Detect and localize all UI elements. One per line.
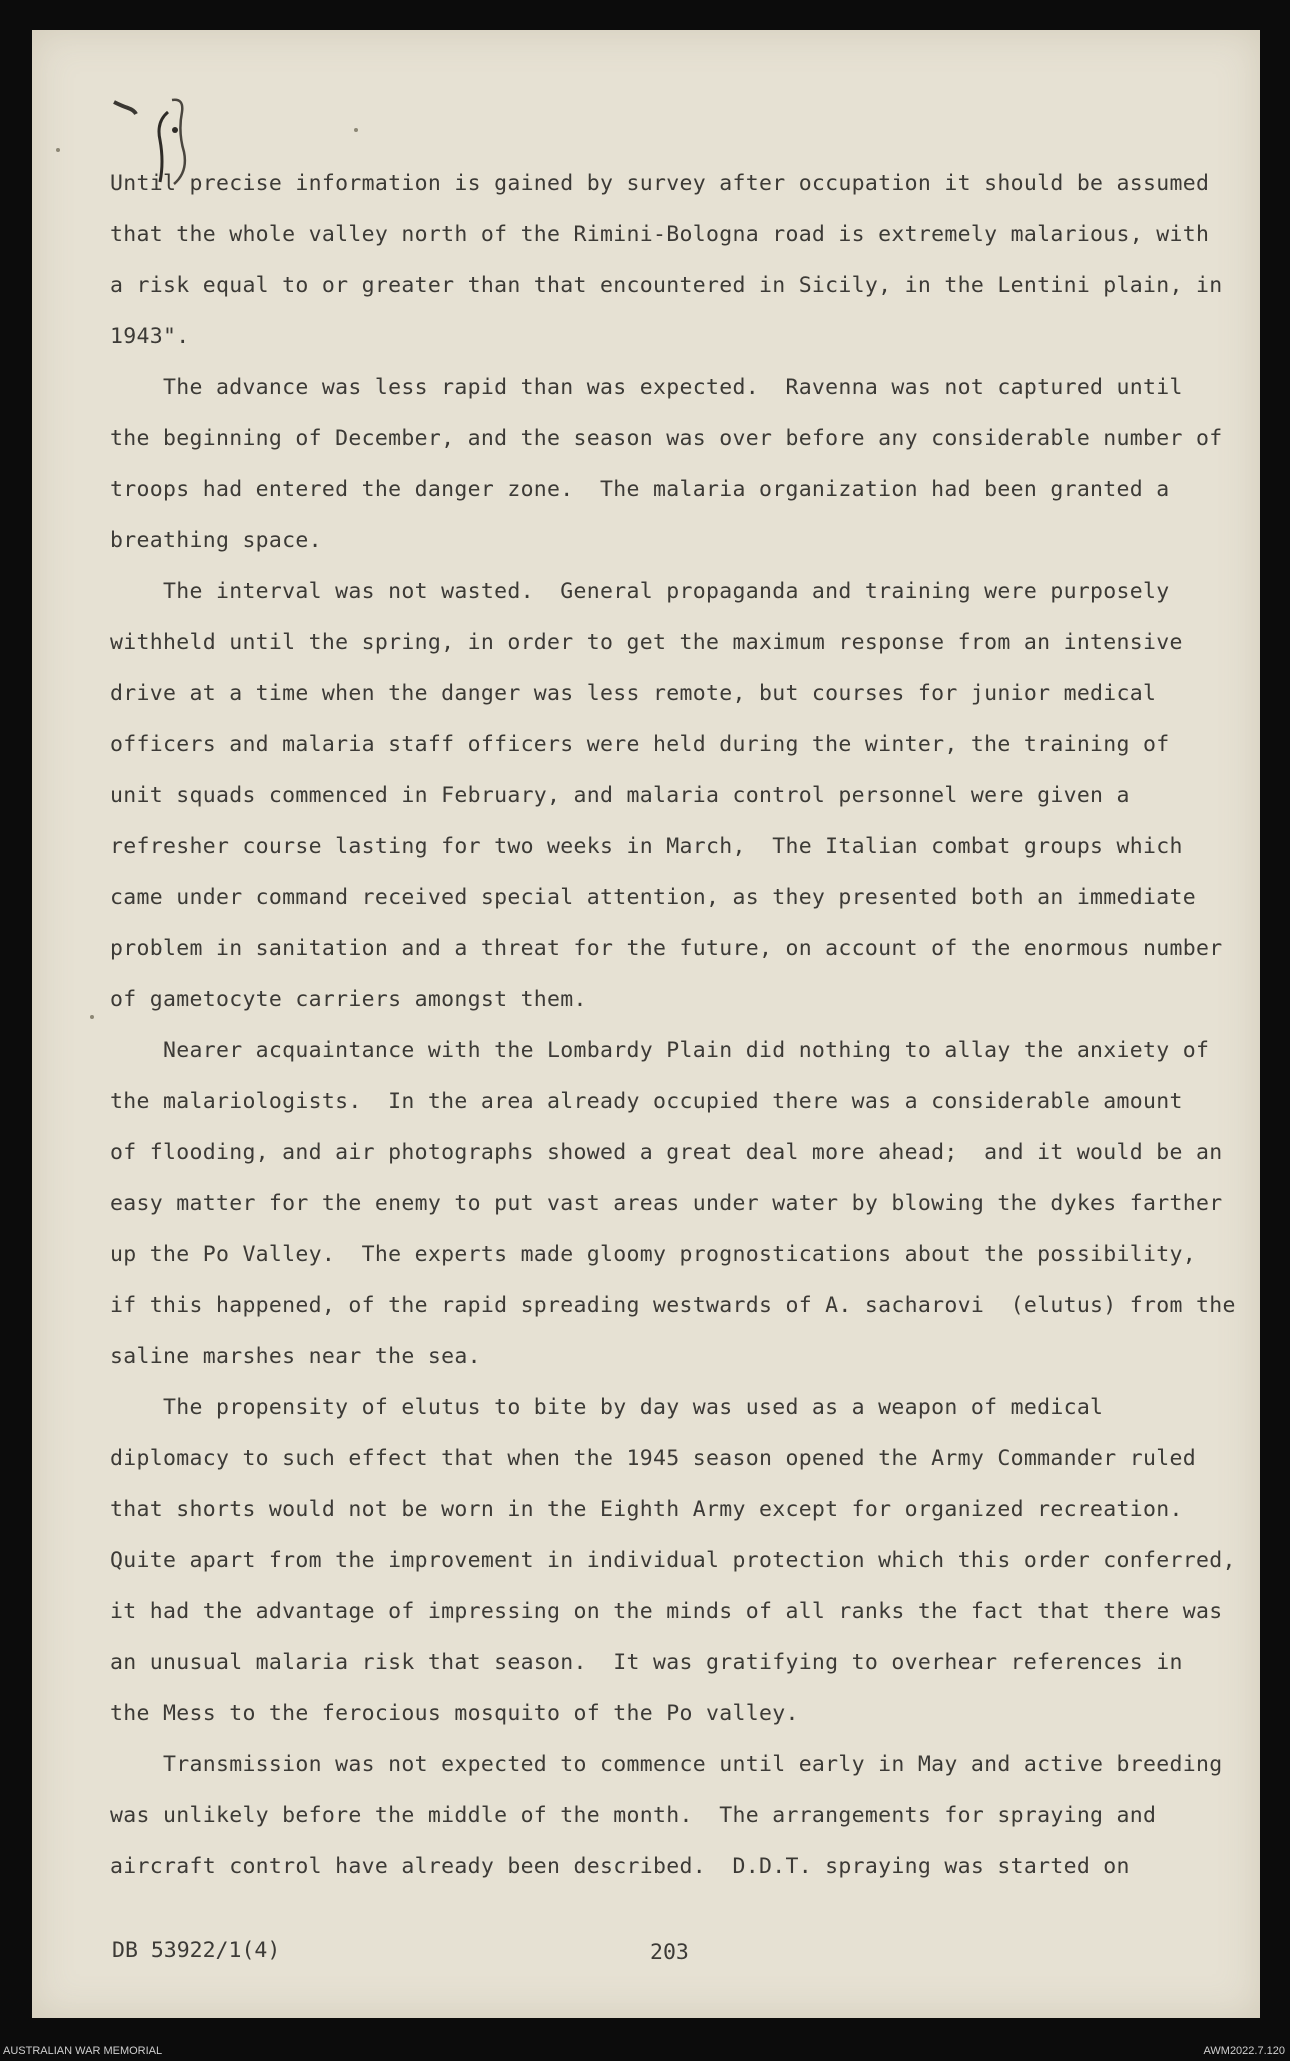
text-line: Until precise information is gained by survey after occupation it should be assumed — [110, 171, 1210, 196]
archive-institution-label: AUSTRALIAN WAR MEMORIAL — [3, 2045, 163, 2057]
text-line: the Mess to the ferocious mosquito of the Po valley. — [110, 1701, 799, 1726]
text-line: that shorts would not be worn in the Eighth Army except for organized recreation. — [110, 1497, 1183, 1522]
paper-speck — [354, 128, 358, 132]
text-line: easy matter for the enemy to put vast areas under water by blowing the dykes farther — [110, 1191, 1223, 1216]
text-line: problem in sanitation and a threat for the future, on account of the enormous number — [110, 936, 1223, 961]
text-line: withheld until the spring, in order to get the maximum response from an intensive — [110, 630, 1183, 655]
text-line: the beginning of December, and the season was over before any considerable number of — [110, 426, 1223, 451]
text-line: refresher course lasting for two weeks in March, The Italian combat groups which — [110, 834, 1183, 859]
text-line: drive at a time when the danger was less remote, but courses for junior medical — [110, 681, 1157, 706]
text-line: Nearer acquaintance with the Lombardy Plain did nothing to allay the anxiety of — [110, 1038, 1210, 1063]
text-line: came under command received special attention, as they presented both an immediate — [110, 885, 1197, 910]
text-line: was unlikely before the middle of the month. The arrangements for spraying and — [110, 1803, 1157, 1828]
text-line: troops had entered the danger zone. The malaria organization had been granted a — [110, 477, 1170, 502]
text-line: an unusual malaria risk that season. It was gratifying to overhear references in — [110, 1650, 1183, 1675]
text-line: The interval was not wasted. General propaganda and training were purposely — [110, 579, 1170, 604]
text-line: a risk equal to or greater than that encountered in Sicily, in the Lentini plain, in — [110, 273, 1223, 298]
archive-footer — [0, 2042, 1290, 2061]
text-line: of gametocyte carriers amongst them. — [110, 987, 587, 1012]
text-line: 1943". — [110, 324, 190, 349]
document-page — [32, 30, 1260, 2018]
paper-speck — [90, 1015, 94, 1019]
paper-speck — [56, 148, 60, 152]
text-line: diplomacy to such effect that when the 1945 season opened the Army Commander ruled — [110, 1446, 1197, 1471]
text-line: The propensity of elutus to bite by day was used as a weapon of medical — [110, 1395, 1104, 1420]
text-line: up the Po Valley. The experts made gloomy prognostications about the possibility, — [110, 1242, 1197, 1267]
text-line: that the whole valley north of the Rimini-Bologna road is extremely malarious, with — [110, 222, 1210, 247]
text-line: Transmission was not expected to commence until early in May and active breeding — [110, 1752, 1223, 1777]
text-line: The advance was less rapid than was expected. Ravenna was not captured until — [110, 375, 1183, 400]
text-line: aircraft control have already been described. D.D.T. spraying was started on — [110, 1854, 1130, 1879]
text-line: of flooding, and air photographs showed a great deal more ahead; and it would be an — [110, 1140, 1223, 1165]
text-line: Quite apart from the improvement in individual protection which this order conferred, — [110, 1548, 1236, 1573]
text-line: saline marshes near the sea. — [110, 1344, 481, 1369]
text-line: officers and malaria staff officers were held during the winter, the training of — [110, 732, 1170, 757]
text-line: the malariologists. In the area already occupied there was a considerable amount — [110, 1089, 1183, 1114]
document-reference: DB 53922/1(4) — [112, 1938, 281, 1963]
document-body — [110, 158, 1236, 1892]
page-number: 203 — [650, 1940, 689, 1965]
text-line: unit squads commenced in February, and malaria control personnel were given a — [110, 783, 1130, 808]
text-line: if this happened, of the rapid spreading westwards of A. sacharovi (elutus) from the — [110, 1293, 1236, 1318]
text-line: breathing space. — [110, 528, 322, 553]
text-line: it had the advantage of impressing on the minds of all ranks the fact that there was — [110, 1599, 1223, 1624]
archive-item-id: AWM2022.7.120 — [1203, 2045, 1285, 2057]
